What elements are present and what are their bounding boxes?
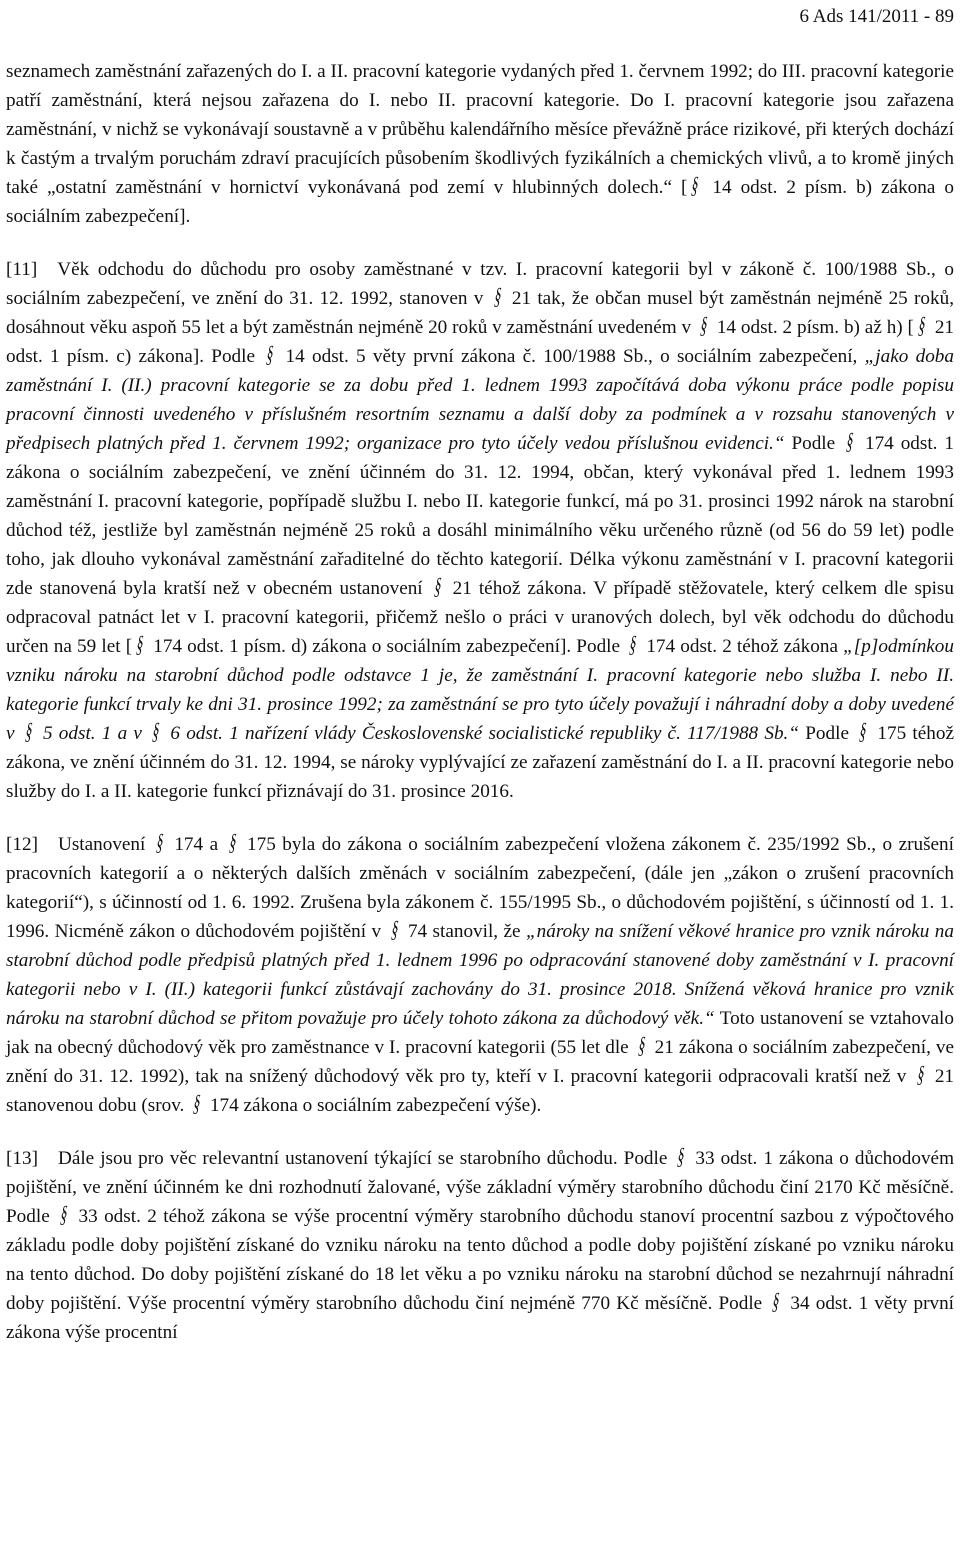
body-text: 33 odst. 2 téhož zákona se výše procentní výměry starobního důchodu stanoví procentní sazbou z výpočtového základu podle doby pojištění získané do vzniku nároku na tento důchod a podle doby pojištění získané po vzniku nároku na tento důchod. Do doby pojištění získané do 18 let věku a po vzniku nároku na starobní důchod se nezahrnují náhradní doby pojištění. Výše procentní výměry starobního důchodu činí nejméně 770 Kč měsíčně. Podle [6, 1206, 954, 1314]
paragraph-12: [12] Ustanovení § 174 a § 175 byla do zákona o sociálním zabezpečení vložena zákonem č. 235/1992 Sb., o zrušení pracovních kategorií a o některých dalších změnách v sociálním zabezpečení, (dále jen „zákon o zrušení pracovních kategorií“), s účinností od 1. 6. 1992. Zrušena byla zákonem č. 155/1995 Sb., o důchodovém pojištění, s účinností od 1. 1. 1996. Nicméně zákon o důchodovém pojištění v § 74 stanovil, že „nároky na snížení věkové hranice pro vznik nároku na starobní důchod podle předpisů platných před 1. lednem 1996 po odpracování stanovené doby zaměstnání v I. pracovní kategorii nebo v I. (II.) kategorii funkcí zůstávají zachovány do 31. prosince 2018. Snížená věková hranice pro vznik nároku na starobní důchod se přitom považuje pro účely tohoto zákona za důchodový věk.“ Toto ustanovení se vztahovalo jak na obecný důchodový věk pro zaměstnance v I. pracovní kategorii (55 let dle § 21 zákona o sociálním zabezpečení, ve znění do 31. 12. 1992), tak na snížený důchodový věk pro ty, kteří v I. pracovní kategorii odpracovali kratší než v § 21 stanovenou dobu (srov. § 174 zákona o sociálním zabezpečení výše). [6, 830, 955, 1117]
body-text: 175 téhož zákona, ve znění účinném do 31. 12. 1994, se nároky vyplývající ze zařazení zaměstnání do I. a II. pracovní kategorie nebo služby do I. a II. kategorie funkcí přiznávají do 31. prosince 2016. [6, 723, 954, 802]
body-text: 174 odst. 1 zákona o sociálním zabezpečení, ve znění účinném do 31. 12. 1994, občan, který vykonával před 1. lednem 1993 zaměstnání I. pracovní kategorie, popřípadě službu I. nebo II. kategorie funkcí, má po 31. prosinci 1992 nárok na starobní důchod též, jestliže byl zaměstnán nejméně 25 roků a dosáhl minimálního věku určeného různě (od 56 do 59 let) podle toho, jak dlouho vykonával zaměstnání zařaditelné do těchto kategorií. Délka výkonu zaměstnání v I. pracovní kategorii zde stanovená byla kratší než v obecném ustanovení [6, 433, 954, 599]
body-text: 174 zákona o sociálním zabezpečení výše). [205, 1095, 542, 1116]
paragraph-continued: seznamech zaměstnání zařazených do I. a II. pracovní kategorie vydaných před 1. červnem 1992; do III. pracovní kategorie patří zaměstnání, která nejsou zařazena do I. nebo II. pracovní kategorie. Do I. pracovní kategorie jsou zařazena zaměstnání, v nichž se vykonávají soustavně a v průběhu kalendářního měsíce převážně práce rizikové, při kterých dochází k častým a trvalým poruchám zdraví pracujících působením škodlivých fyzikálních a chemických vlivů, a to kromě jiných také „ostatní zaměstnání v hornictví vykonávaná pod zemí v hlubinných dolech.“ [§ 14 odst. 2 písm. b) zákona o sociálním zabezpečení]. [6, 61, 954, 227]
body-text: 174 odst. 1 písm. d) zákona o sociálním zabezpečení]. Podle [148, 636, 626, 657]
body-text: Věk odchodu do důchodu pro osoby zaměstnané v tzv. I. pracovní kategorii byl v zákoně č. 100/1988 Sb., o sociálním zabezpečení, ve znění do 31. 12. 1992, stanoven v [6, 259, 954, 309]
quoted-text: 6 odst. 1 nařízení vlády Československé socialistické republiky č. 117/1988 Sb.“ [164, 723, 800, 744]
quoted-text: „jako doba zaměstnání I. (II.) pracovní kategorie se za dobu před 1. lednem 1993 započítává doba výkonu práce podle popisu pracovní činnosti uvedeného v příslušném resortním seznamu a další doby za podmínek a v rozsahu stanovených v předpisech platných před 1. červnem 1992; organizace pro tyto účely vedou příslušnou evidenci.“ [6, 346, 954, 454]
body-text: 21 odst. 1 písm. c) zákona]. Podle [6, 317, 955, 367]
body-text: Podle [799, 723, 856, 744]
page-header-case-number: 6 Ads 141/2011 - 89 [799, 6, 954, 27]
body-text: Podle [784, 433, 843, 454]
quoted-text: „[p]odmínkou vzniku nároku na starobní důchod podle odstavce 1 je, že zaměstnání I. pracovní kategorie nebo služba I. nebo II. kategorie funkcí trvaly ke dni 31. prosince 1992; za zaměstnání se pro tyto účely považují i náhradní doby a doby uvedené v [6, 636, 954, 744]
body-text: 14 odst. 2 písm. b) zákona o sociálním zabezpečení]. [6, 177, 954, 227]
body-text: 74 stanovil, že [402, 921, 526, 942]
body-text: Dále jsou pro věc relevantní ustanovení týkající se starobního důchodu. Podle [57, 1148, 674, 1169]
body-text: 14 odst. 2 písm. b) až h) [ [711, 317, 914, 338]
body-text: 174 odst. 2 téhož zákona [641, 636, 844, 657]
paragraph-number: [11] [6, 259, 38, 280]
quoted-text: „nároky na snížení věkové hranice pro vznik nároku na starobní důchod podle předpisů platných před 1. lednem 1996 po odpracování stanovené doby zaměstnání v I. pracovní kategorii nebo v I. (II.) kategorii funkcí zůstávají zachovány do 31. prosince 2018. Snížená věková hranice pro vznik nároku na starobní důchod se přitom považuje pro účely tohoto zákona za důchodový věk.“ [6, 921, 954, 1029]
body-text: 21 zákona o sociálním zabezpečení, ve znění do 31. 12. 1992), tak na snížený důchodový věk pro ty, kteří v I. pracovní kategorii odpracovali kratší než v [6, 1037, 954, 1087]
paragraph-13: [13] Dále jsou pro věc relevantní ustanovení týkající se starobního důchodu. Podle § 33 odst. 1 zákona o důchodovém pojištění, ve znění účinném ke dni rozhodnutí žalované, výše základní výměry starobního důchodu činí 2170 Kč měsíčně. Podle § 33 odst. 2 téhož zákona se výše procentní výměry starobního důchodu stanoví procentní sazbou z výpočtového základu podle doby pojištění získané do vzniku nároku na tento důchod a podle doby pojištění získané po vzniku nároku na tento důchod. Do doby pojištění získané do 18 let věku a po vzniku nároku na starobní důchod se nezahrnují náhradní doby pojištění. Výše procentní výměry starobního důchodu činí nejméně 770 Kč měsíčně. Podle § 34 odst. 1 věty první zákona výše procentní [6, 1144, 954, 1343]
paragraph-11: [11] Věk odchodu do důchodu pro osoby zaměstnané v tzv. I. pracovní kategorii byl v zákoně č. 100/1988 Sb., o sociálním zabezpečení, ve znění do 31. 12. 1992, stanoven v § 21 tak, že občan musel být zaměstnán nejméně 25 roků, dosáhnout věku aspoň 55 let a být zaměstnán nejméně 20 roků v zaměstnání uvedeném v § 14 odst. 2 písm. b) až h) [§ 21 odst. 1 písm. c) zákona]. Podle § 14 odst. 5 věty první zákona č. 100/1988 Sb., o sociálním zabezpečení, „jako doba zaměstnání I. (II.) pracovní kategorie se za dobu před 1. lednem 1993 započítává doba výkonu práce podle popisu pracovní činnosti uvedeného v příslušném resortním seznamu a další doby za podmínek a v rozsahu stanovených v předpisech platných před 1. červnem 1992; organizace pro tyto účely vedou příslušnou evidenci.“ Podle § 174 odst. 1 zákona o sociálním zabezpečení, ve znění účinném do 31. 12. 1994, občan, který vykonával před 1. lednem 1993 zaměstnání I. pracovní kategorie, popřípadě službu I. nebo II. kategorie funkcí, má po 31. prosinci 1992 nárok na starobní důchod též, jestliže byl zaměstnán nejméně 25 roků a dosáhl minimálního věku určeného různě (od 56 do 59 let) podle toho, jak dlouho vykonával zaměstnání zařaditelné do těchto kategorií. Délka výkonu zaměstnání v I. pracovní kategorii zde stanovená byla kratší než v obecném ustanovení § 21 téhož zákona. V případě stěžovatele, který celkem dle spisu odpracoval patnáct let v I. pracovní kategorii, přičemž nešlo o práci v uranových dolech, byl věk odchodu do důchodu určen na 59 let [§ 174 odst. 1 písm. d) zákona o sociálním zabezpečení]. Podle § 174 odst. 2 téhož zákona „[p]odmínkou vzniku nároku na starobní důchod podle odstavce 1 je, že zaměstnání I. pracovní kategorie nebo služba I. nebo II. kategorie funkcí trvaly ke dni 31. prosince 1992; za zaměstnání se pro tyto účely považují i náhradní doby a doby uvedené v § 5 odst. 1 a v § 6 odst. 1 nařízení vlády Československé socialistické republiky č. 117/1988 Sb.“ Podle § 175 téhož zákona, ve znění účinném do 31. 12. 1994, se nároky vyplývající ze zařazení zaměstnání do I. a II. pracovní kategorie nebo služby do I. a II. kategorie funkcí přiznávají do 31. prosince 2016. [6, 259, 955, 802]
body-text: 14 odst. 5 věty první zákona č. 100/1988 Sb., o sociálním zabezpečení, [278, 346, 865, 367]
body-text: 21 stanovenou dobu (srov. [6, 1066, 955, 1116]
body-text: 21 tak, že občan musel být zaměstnán nejméně 25 roků, dosáhnout věku aspoň 55 let a být zaměstnán nejméně 20 roků v zaměstnání uvedeném v [6, 288, 955, 338]
body-text: 34 odst. 1 věty první zákona výše procentní [6, 1293, 954, 1343]
body-text: seznamech zaměstnání zařazených do I. a II. pracovní kategorie vydaných před 1. červnem 1992; do III. pracovní kategorie patří zaměstnání, která nejsou zařazena do I. nebo II. pracovní kategorie. Do I. pracovní kategorie jsou zařazena zaměstnání, v nichž se vykonávají soustavně a v průběhu kalendářního měsíce převážně práce rizikové, při kterých dochází k častým a trvalým poruchám zdraví pracujících působením škodlivých fyzikálních a chemických vlivů, a to kromě jiných také „ostatní zaměstnání v hornictví vykonávaná pod zemí v hlubinných dolech.“ [ [6, 61, 954, 198]
paragraph-number: [12] [6, 834, 38, 855]
body-text: 174 a [167, 834, 225, 855]
body-text: Toto ustanovení se vztahovalo jak na obecný důchodový věk pro zaměstnance v I. pracovní kategorii (55 let dle [6, 1008, 954, 1058]
document-body [6, 57, 954, 1347]
body-text: Ustanovení [57, 834, 152, 855]
body-text: 175 byla do zákona o sociálním zabezpečení vložena zákonem č. 235/1992 Sb., o zrušení pracovních kategorií a o některých dalších změnách v sociálním zabezpečení, (dále jen „zákon o zrušení pracovních kategorií“), s účinností od 1. 6. 1992. Zrušena byla zákonem č. 155/1995 Sb., o důchodovém pojištění, s účinností od 1. 1. 1996. Nicméně zákon o důchodovém pojištění v [6, 834, 954, 942]
paragraph-number: [13] [6, 1148, 38, 1169]
body-text: 33 odst. 1 zákona o důchodovém pojištění, ve znění účinném ke dni rozhodnutí žalované, výše základní výměry starobního důchodu činí 2170 Kč měsíčně. Podle [6, 1148, 954, 1227]
quoted-text: 5 odst. 1 a v [36, 723, 149, 744]
body-text: 21 téhož zákona. V případě stěžovatele, který celkem dle spisu odpracoval patnáct let v I. pracovní kategorii, přičemž nešlo o práci v uranových dolech, byl věk odchodu do důchodu určen na 59 let [ [6, 578, 954, 657]
